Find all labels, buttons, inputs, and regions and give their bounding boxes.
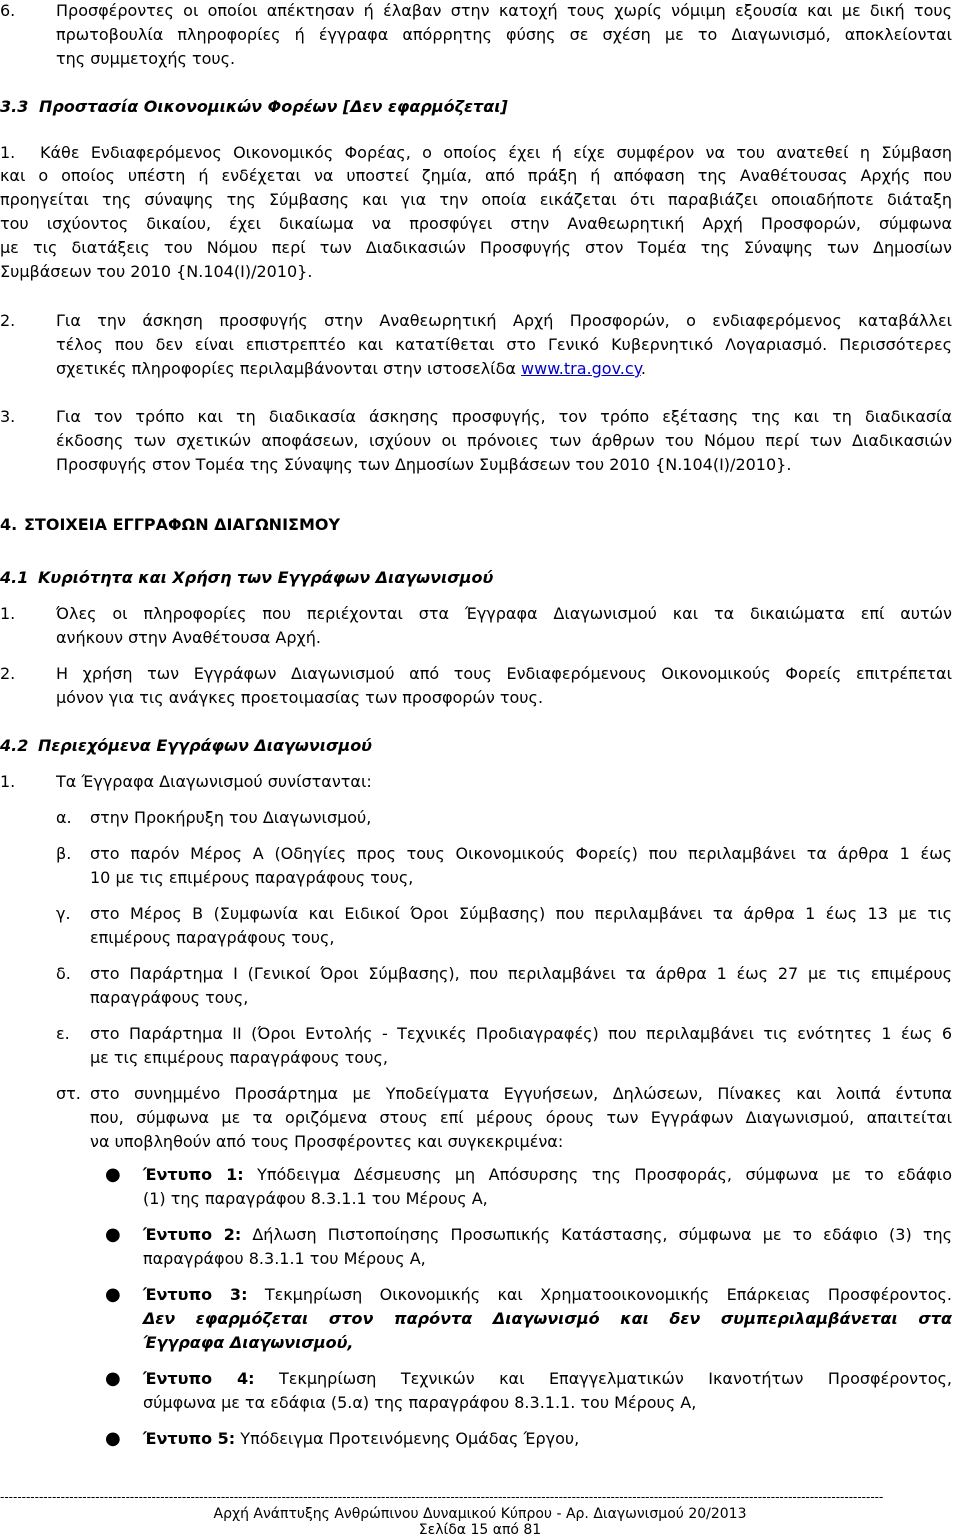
website-link[interactable]: www.tra.gov.cy: [521, 359, 641, 378]
text-line: Για τον τρόπο και τη διαδικασία άσκησης προσφυγής, τον τρόπο εξέτασης της και τη διαδικασία: [56, 407, 952, 426]
text-line: Τεκμηρίωση Τεχνικών και Επαγγελματικών Ικανοτήτων Προσφέροντος,: [254, 1369, 952, 1388]
paragraph-4-2-1: [0, 771, 960, 793]
text-line: στην Προκήρυξη του Διαγωνισμού,: [90, 808, 372, 827]
text-line: προηγείται της σύναψης της Σύμβασης και για την οποία εικάζεται ότι παραβιάζει οποιαδήποτε διάταξη: [0, 190, 952, 209]
form-label: Έντυπο 2:: [143, 1225, 242, 1244]
heading-number: 4.1: [0, 568, 29, 587]
section-heading-3-3: [0, 96, 960, 118]
paragraph-number: 3.: [0, 407, 16, 426]
heading-text: ΣΤΟΙΧΕΙΑ ΕΓΓΡΑΦΩΝ ΔΙΑΓΩΝΙΣΜΟΥ: [24, 515, 341, 534]
text-line: Δήλωση Πιστοποίησης Προσωπικής Κατάστασης, σύμφωνα με το εδάφιο (3) της: [241, 1225, 952, 1244]
heading-number: 4.: [0, 515, 18, 534]
heading-number: 3.3: [0, 97, 29, 116]
paragraph-number: 6.: [0, 1, 16, 20]
not-applicable-note: Έγγραφα Διαγωνισμού,: [143, 1333, 354, 1352]
bullet-icon: ●: [105, 1368, 121, 1389]
punctuation: .: [640, 359, 646, 378]
text-line: Κάθε Ενδιαφερόμενος Οικονομικός Φορέας, ο οποίος έχει ή είχε συμφέρον να του ανατεθεί η Σύμβαση: [40, 143, 952, 162]
text-line: με τις επιμέρους παραγράφους τους,: [90, 1048, 388, 1067]
paragraph-number: 1.: [0, 772, 16, 791]
text-line: Τεκμηρίωση Οικονομικής και Χρηματοοικονομικής Επάρκειας Προσφέροντος.: [247, 1285, 952, 1304]
item-letter: γ.: [56, 904, 71, 923]
text-line: στο Παράρτημα ΙΙ (Όροι Εντολής - Τεχνικές Προδιαγραφές) που περιλαμβάνει τις ενότητες 1 έως 6: [90, 1024, 952, 1043]
text-line: στο παρόν Μέρος Α (Οδηγίες προς τους Οικονομικούς Φορείς) που περιλαμβάνει τα άρθρα 1 έως: [90, 844, 952, 863]
paragraph-number: 2.: [0, 664, 16, 683]
form-label: Έντυπο 1:: [143, 1165, 244, 1184]
text-line: και ο οποίος υπέστη ή ενδέχεται να υποστεί ζημία, από πράξη ή απόφαση της Αναθέτουσας Αρχής που: [0, 166, 952, 185]
item-letter: α.: [56, 808, 72, 827]
text-line: Τα Έγγραφα Διαγωνισμού συνίστανται:: [56, 772, 372, 791]
text-line: επιμέρους παραγράφους τους,: [90, 928, 335, 947]
heading-text: Περιεχόμενα Εγγράφων Διαγωνισμού: [38, 736, 372, 755]
form-label: Έντυπο 4:: [143, 1369, 255, 1388]
text-line: Όλες οι πληροφορίες που περιέχονται στα Έγγραφα Διαγωνισμού και τα δικαιώματα επί αυτών: [56, 604, 952, 623]
text-line: του ισχύοντος δικαίου, έχει δικαίωμα να προσφύγει στην Αναθεωρητική Αρχή Προσφορών, σύμφωνα: [0, 214, 952, 233]
text-line: σύμφωνα με τα εδάφια (5.α) της παραγράφου 8.3.1.1. του Μέρους Α,: [143, 1393, 697, 1412]
text-line: Υπόδειγμα Προτεινόμενης Ομάδας Έργου,: [235, 1429, 580, 1448]
heading-text: Προστασία Οικονομικών Φορέων [Δεν εφαρμόζεται]: [39, 97, 508, 116]
section-heading-4: [0, 514, 960, 536]
form-label: Έντυπο 5:: [143, 1429, 236, 1448]
text-line: με τις διατάξεις του Νόμου περί των Διαδικασιών Προσφυγής στον Τομέα της Σύναψης των Δημοσίων: [0, 238, 952, 257]
text-line: πρωτοβουλία πληροφορίες ή έγγραφα απόρρητης φύσης σε σχέση με το Διαγωνισμό, αποκλείονται: [56, 25, 952, 44]
text-line: Για την άσκηση προσφυγής στην Αναθεωρητική Αρχή Προσφορών, ο ενδιαφερόμενος καταβάλλει: [56, 311, 952, 330]
item-letter: ε.: [56, 1024, 70, 1043]
text-line: (1) της παραγράφου 8.3.1.1 του Μέρους Α,: [143, 1189, 488, 1208]
form-label: Έντυπο 3:: [143, 1285, 248, 1304]
text-line: τέλος που δεν είναι επιστρεπτέο και κατατίθεται στο Γενικό Κυβερνητικό Λογαριασμό. Περισσότερες: [56, 335, 952, 354]
paragraph-number: 1.: [0, 604, 16, 623]
text-line: 10 με τις επιμέρους παραγράφους τους,: [90, 868, 414, 887]
text-line: παραγράφους τους,: [90, 988, 249, 1007]
text-line: που, σύμφωνα με τα οριζόμενα στους επί μέρους όρους των Εγγράφων Διαγωνισμού, απαιτείται: [90, 1108, 952, 1127]
text-line: παραγράφου 8.3.1.1 του Μέρους Α,: [143, 1249, 426, 1268]
bullet-icon: ●: [105, 1164, 121, 1185]
page-number: Σελίδα 15 από 81: [418, 1522, 542, 1538]
text-line: να υποβληθούν από τους Προσφέροντες και συγκεκριμένα:: [90, 1132, 564, 1151]
text-line: στο Παράρτημα Ι (Γενικοί Όροι Σύμβασης), που περιλαμβάνει τα άρθρα 1 έως 27 με τις επιμέρους: [90, 964, 952, 983]
text-line: στο Μέρος Β (Συμφωνία και Ειδικοί Όροι Σύμβασης) που περιλαμβάνει τα άρθρα 1 έως 13 με τις: [90, 904, 952, 923]
text-line: της συμμετοχής τους.: [56, 49, 236, 68]
bullet-icon: ●: [105, 1428, 121, 1449]
paragraph-number: 1.: [0, 143, 16, 162]
not-applicable-note: Δεν εφαρμόζεται στον παρόντα Διαγωνισμό και δεν συμπεριλαμβάνεται στα: [143, 1309, 952, 1328]
text-line: Υπόδειγμα Δέσμευσης μη Απόσυρσης της Προσφοράς, σύμφωνα με το εδάφιο: [243, 1165, 952, 1184]
heading-text: Κυριότητα και Χρήση των Εγγράφων Διαγωνισμού: [38, 568, 494, 587]
text-line: Η χρήση των Εγγράφων Διαγωνισμού από τους Ενδιαφερόμενους Οικονομικούς Φορείς επιτρέπεται: [56, 664, 952, 683]
bullet-icon: ●: [105, 1224, 121, 1245]
footer-divider: ------------------------------------------------------------------------------------------------------------------------------------------------------------------------------------------------------------: [0, 1490, 884, 1504]
bullet-icon: ●: [105, 1284, 121, 1305]
text-line: ανήκουν στην Αναθέτουσα Αρχή.: [56, 628, 321, 647]
section-heading-4-1: [0, 567, 960, 589]
section-heading-4-2: [0, 735, 960, 757]
text-line: μόνον για τις ανάγκες προετοιμασίας των προσφορών τους.: [56, 688, 544, 707]
item-letter: στ.: [56, 1084, 81, 1103]
heading-number: 4.2: [0, 736, 29, 755]
text-line: στο συνημμένο Προσάρτημα με Υποδείγματα Εγγυήσεων, Δηλώσεων, Πίνακες και λοιπά έντυπα: [90, 1084, 952, 1103]
item-letter: β.: [56, 844, 72, 863]
text-line: Προσφυγής στον Τομέα της Σύναψης των Δημοσίων Συμβάσεων του 2010 {Ν.104(Ι)/2010}.: [56, 455, 792, 474]
text-line: σχετικές πληροφορίες περιλαμβάνονται στην ιστοσελίδα: [56, 359, 522, 378]
text-line: Προσφέροντες οι οποίοι απέκτησαν ή έλαβαν στην κατοχή τους χωρίς νόμιμη εξουσία και με δική τους: [56, 1, 952, 20]
text-line: Συμβάσεων του 2010 {Ν.104(Ι)/2010}.: [0, 262, 313, 281]
footer-organization: Αρχή Ανάπτυξης Ανθρώπινου Δυναμικού Κύπρου - Αρ. Διαγωνισμού 20/2013: [213, 1506, 747, 1522]
paragraph-number: 2.: [0, 311, 16, 330]
text-line: έκδοσης των σχετικών αποφάσεων, ισχύουν οι πρόνοιες των άρθρων του Νόμου περί των Διαδικασιών: [56, 431, 952, 450]
item-letter: δ.: [56, 964, 71, 983]
